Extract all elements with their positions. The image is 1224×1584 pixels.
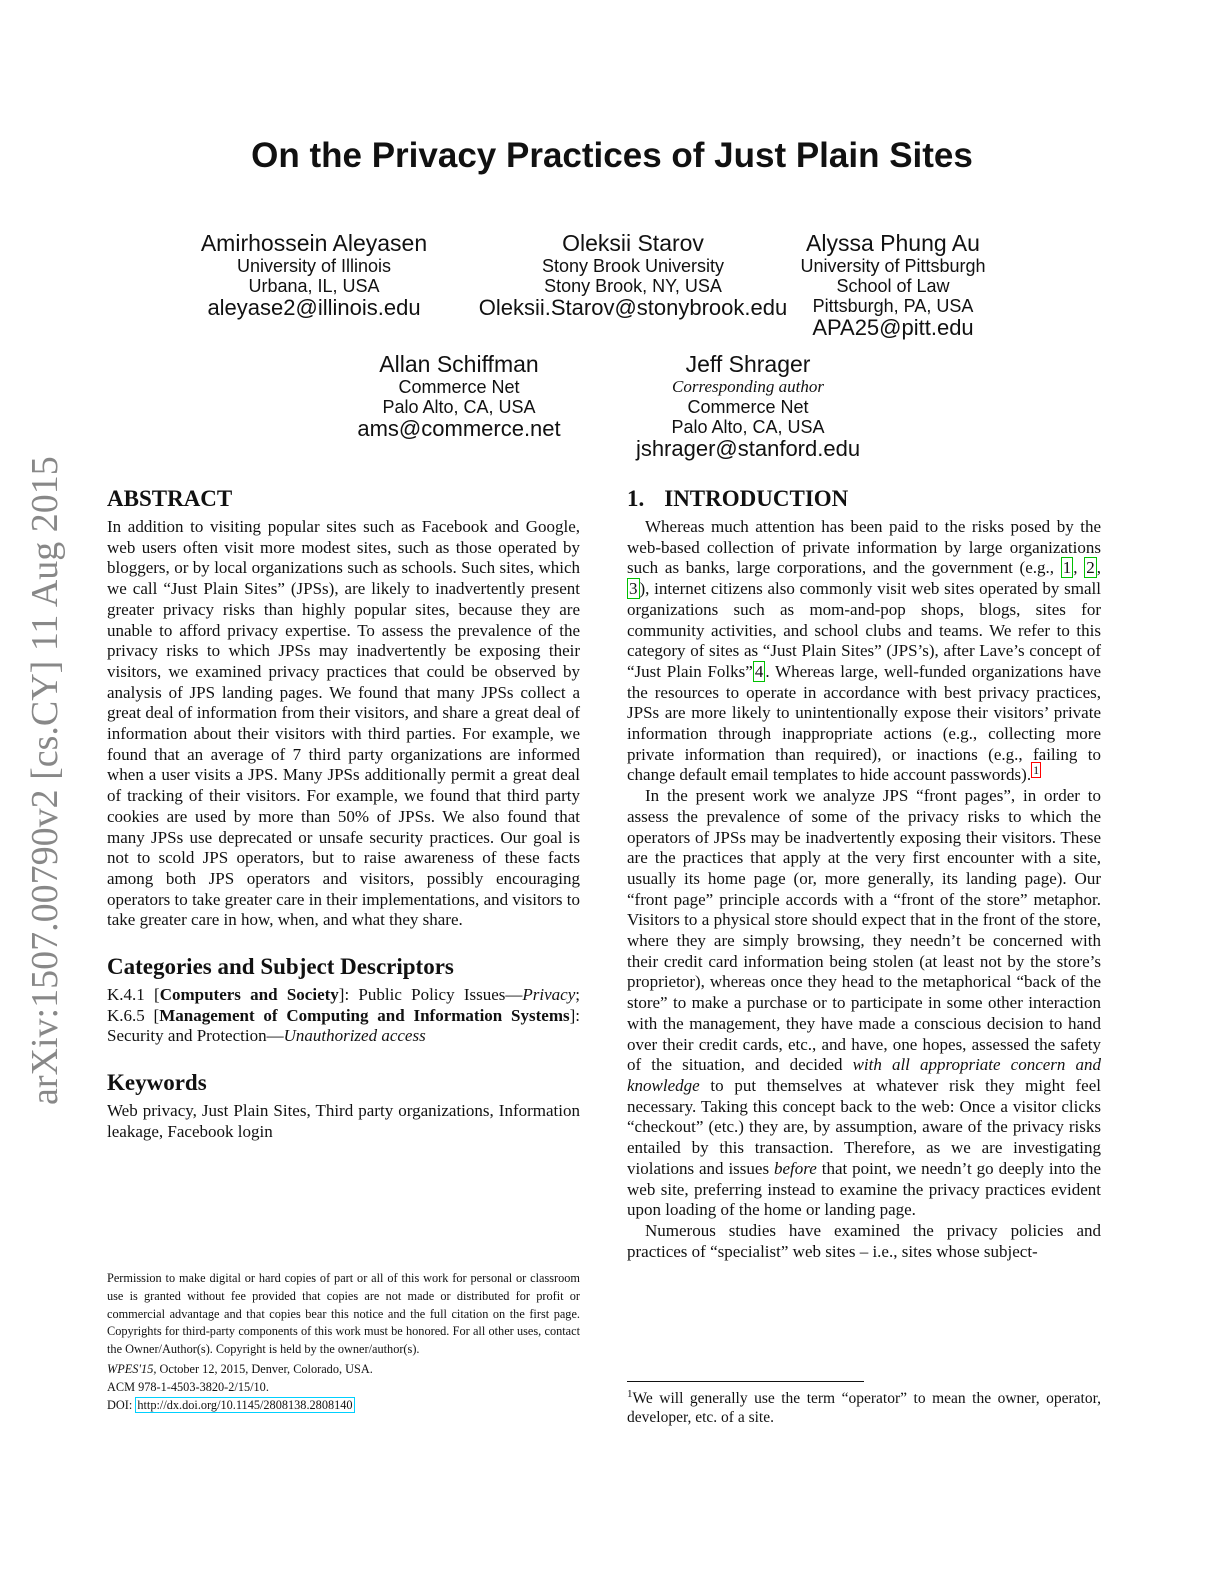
acm-line: ACM 978-1-4503-3820-2/15/10. [107, 1379, 269, 1394]
author-name: Oleksii Starov [562, 230, 704, 256]
author-affiliation: University of Illinois [236, 256, 392, 276]
intro-paragraph: In the present work we analyze JPS “front pages”, in order to assess the prevalence of some of the privacy risks to which the operators of JPSs may be inadvertently exposing their visitors. These are the practices that apply at the very first encounter with a site, usually its home page (or, more generally, its landing page). Our “front page” principle accords with a “front of the store” metaphor. Visitors to a physical store should expect that in the front of the store, where they are simply browsing, they needn’t be concerned with their credit card information being stolen (at least not by the store’s proprietor), whereas once they head to the metaphorical “back of the store” to make a purchase or to participate in some other interaction with the management, they have made a conscious decision to hand over their credit cards, etc., and have, one hopes, assessed the safety of the situation, and decided with all appropriate concern and knowledge to put themselves at whatever risk they might feel necessary. Taking this concept back to the web: Once a visitor clicks “checkout” (etc.) they are, by assumption, aware of the privacy risks entailed by this transaction. Therefore, as we are investigating violations and issues before that point, we needn’t go deeply into the web site, preferring instead to examine the privacy practices evident upon loading of the home or landing page. [627, 786, 1102, 1220]
keywords-heading: Keywords [107, 1070, 207, 1096]
doi-line: DOI: http://dx.doi.org/10.1145/2808138.2808140 [107, 1397, 353, 1412]
author-name: Allan Schiffman [379, 351, 539, 377]
introduction-heading: 1. INTRODUCTION [627, 486, 849, 511]
citation-link[interactable]: 4 [754, 661, 764, 681]
permission-text: Permission to make digital or hard copies of part or all of this work for personal or classroom use is granted without fee provided that copies are not made or distributed for profit or commercial advantage and that copies bear this notice and the full citation on the first page. Copyrights for third-party components of this work must be honored. For all other uses, contact the Owner/Author(s). Copyright is held by the owner/author(s). [107, 1271, 580, 1357]
permission-block [107, 1270, 580, 1414]
author-location: Urbana, IL, USA [248, 276, 380, 296]
left-column [107, 485, 580, 1143]
venue-line: WPES'15, October 12, 2015, Denver, Colorado, USA. [107, 1361, 373, 1376]
intro-paragraph: Numerous studies have examined the privacy policies and practices of “specialist” web sites – i.e., sites whose subject- [627, 1220, 1101, 1261]
citation-link[interactable]: 3 [629, 579, 638, 599]
categories-text: K.4.1 [Computers and Society]: Public Policy Issues—Privacy; K.6.5 [Management of Computing and Information Systems]: Security and Protection—Unauthorized access [107, 985, 580, 1046]
paper-title: On the Privacy Practices of Just Plain Sites [251, 136, 973, 175]
citation-link[interactable]: 2 [1086, 558, 1095, 578]
arxiv-stamp: arXiv:1507.00790v2 [cs.CY] 11 Aug 2015 [24, 456, 66, 1105]
footnote-rule [627, 1381, 864, 1382]
author-role: Corresponding author [672, 377, 824, 396]
author-email[interactable]: Oleksii.Starov@stonybrook.edu [478, 295, 788, 320]
author-location: Stony Brook, NY, USA [544, 276, 722, 296]
author-block [330, 351, 588, 441]
author-name: Amirhossein Aleyasen [200, 230, 428, 256]
footnote: $^1$We will generally use the term “operator” to mean the owner, operator, developer, etc. of a site. [627, 1388, 1101, 1426]
author-email[interactable]: aleyase2@illinois.edu [207, 295, 421, 320]
author-name: Jeff Shrager [685, 351, 811, 377]
abstract-heading: ABSTRACT [107, 486, 233, 511]
categories-heading: Categories and Subject Descriptors [107, 954, 454, 980]
author-affiliation: University of Pittsburgh [800, 256, 986, 276]
doi-link[interactable]: http://dx.doi.org/10.1145/2808138.2808140 [137, 1397, 353, 1412]
intro-paragraph: Whereas much attention has been paid to the risks posed by the web-based collection of private information by large organizations such as banks, large corporations, and the government (e.g., 1 , 2 , 3 ), internet citizens also commonly visit web sites operated by small organizations such as mom-and-pop shops, blogs, sites for community activities, and school clubs and teams. We refer to this category of sites as “Just Plain Sites” (JPS’s), after Lave’s concept of “Just Plain Folks” 4 . Whereas large, well-funded organizations have the resources to operate in accordance with best privacy practices, JPSs are more likely to unintentionally expose their visitors’ private information through inappropriate actions (e.g., collecting more private information than required), or inactions (e.g., failing to change default email templates to hide account passwords). $^1$ [627, 517, 1101, 785]
author-block [180, 230, 448, 320]
author-block [785, 230, 1001, 340]
citation-link[interactable]: 1 [1062, 558, 1072, 578]
author-affiliation: Commerce Net [398, 377, 520, 397]
author-affiliation: Commerce Net [687, 397, 809, 417]
author-name: Alyssa Phung Au [806, 230, 980, 256]
author-block [620, 351, 876, 461]
author-email[interactable]: ams@commerce.net [357, 416, 561, 441]
footnote-link[interactable]: 1 [1033, 762, 1040, 777]
right-column [627, 485, 1101, 1262]
keywords-text: Web privacy, Just Plain Sites, Third party organizations, Information leakage, Facebook login [107, 1101, 580, 1141]
abstract-text: In addition to visiting popular sites such as Facebook and Google, web users often visit more modest sites, such as those operated by bloggers, or by local organizations such as schools. Such sites, which we call “Just Plain Sites” (JPSs), are likely to inadvertently present greater privacy risks than highly popular sites, because they are unable to afford privacy expertise. To assess the prevalence of the privacy risks to which JPSs may inadvertently be exposing their visitors, we examined privacy practices that could be observed by analysis of JPS landing pages. We found that many JPSs collect a great deal of information from their visitors, and share a great deal of information about their visitors with third parties. For example, we found that an average of 7 third party organizations are informed when a user visits a JPS. Many JPSs additionally permit a great deal of tracking of their visitors. For example, we found that third party cookies are used by more than 50% of JPSs. We also found that many JPSs use deprecated or unsafe security practices. Our goal is not to scold JPS operators, but to raise awareness of these facts among both JPS operators and visitors, possibly encouraging operators to take greater care in their implementations, and visitors to take greater care in how, when, and what they share. [107, 517, 580, 930]
author-location: Palo Alto, CA, USA [382, 397, 536, 417]
author-email[interactable]: APA25@pitt.edu [812, 315, 974, 340]
author-location: Palo Alto, CA, USA [671, 417, 825, 437]
author-email[interactable]: jshrager@stanford.edu [635, 436, 861, 461]
author-location: Pittsburgh, PA, USA [812, 296, 974, 316]
author-block [460, 230, 806, 320]
author-department: School of Law [836, 276, 950, 296]
author-affiliation: Stony Brook University [541, 256, 725, 276]
